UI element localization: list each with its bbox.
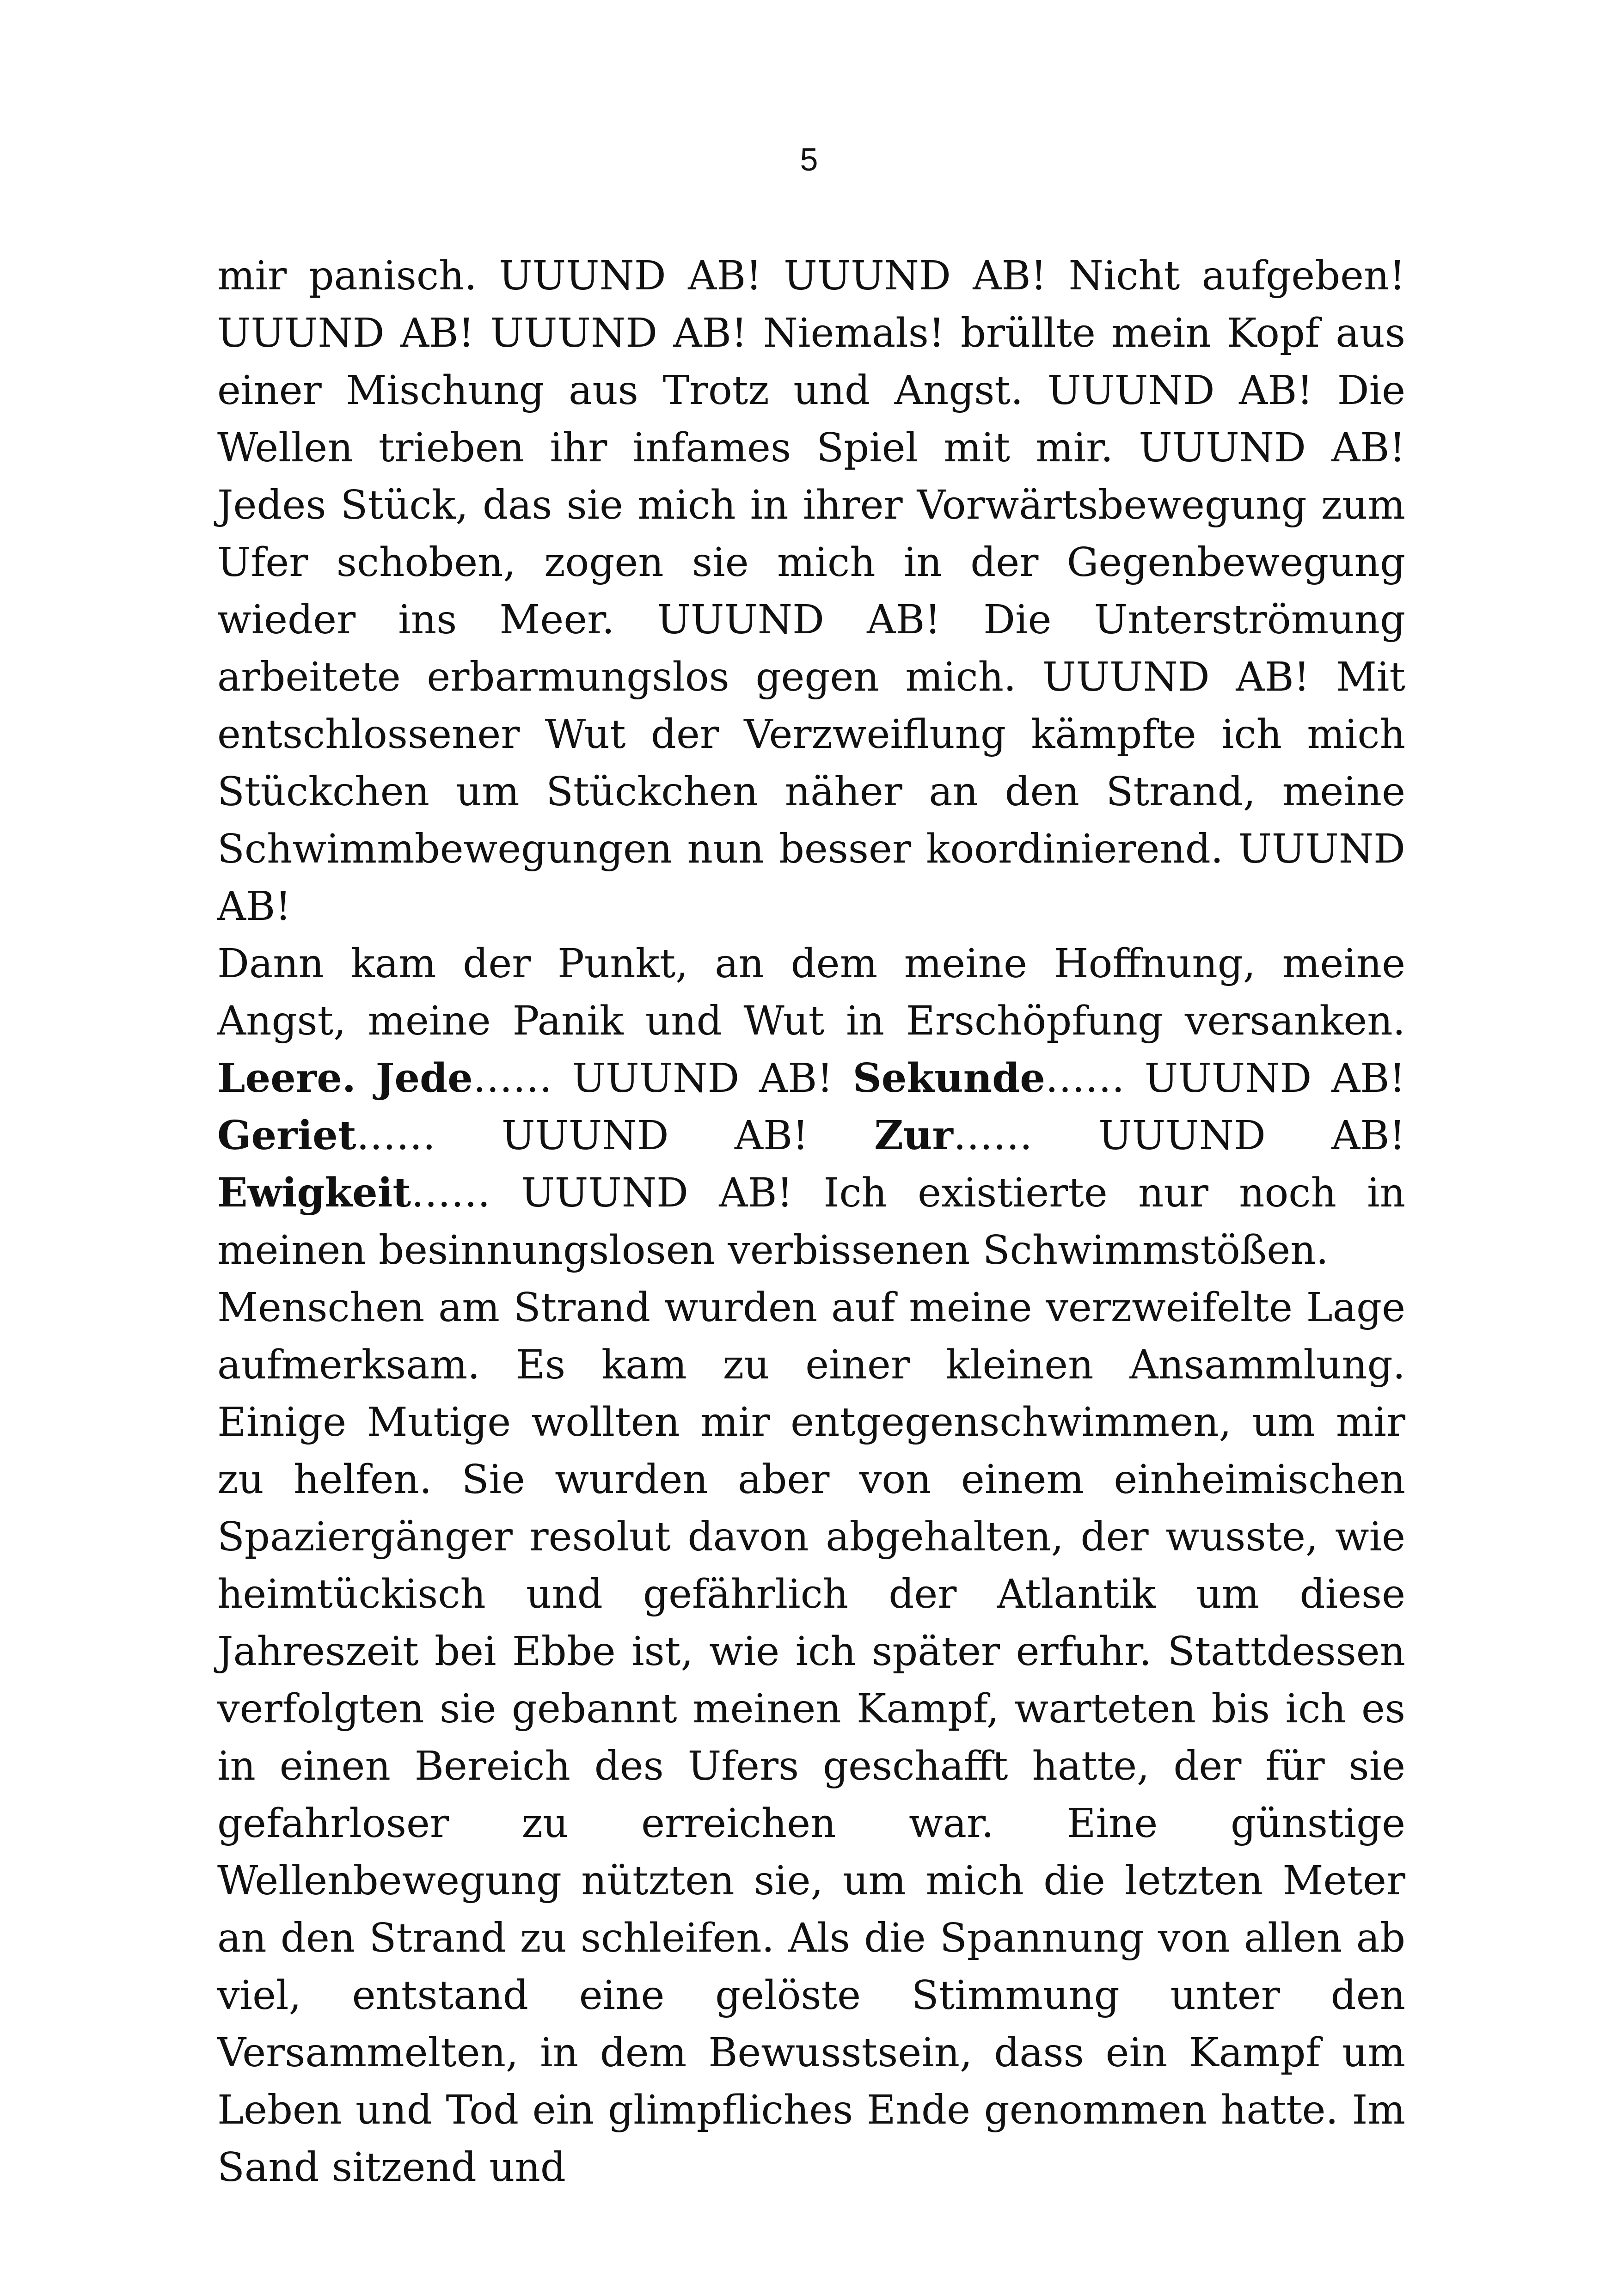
bold-word: Sekunde (852, 1055, 1045, 1102)
text-segment: …… UUUND AB! (472, 1055, 853, 1102)
text-segment (356, 1055, 376, 1102)
text-segment: …… UUUND AB! (953, 1113, 1405, 1159)
bold-word: Geriet (217, 1112, 356, 1159)
text-segment: mir panisch. UUUND AB! UUUND AB! Nicht aufgeben! UUUND AB! UUUND AB! Niemals! brüllte mein Kopf aus einer Mischung aus Trotz und Angst. UUUND AB! Die Wellen trieben ihr infames Spiel mit mir. UUUND AB! Jedes Stück, das sie mich in ihrer Vorwärtsbewegung zum Ufer schoben, zogen sie mich in der Gegenbewegung wieder ins Meer. UUUND AB! Die Unterströmung arbeitete erbarmungslos gegen mich. UUUND AB! Mit entschlossener Wut der Verzweiflung kämpfte ich mich Stückchen um Stückchen näher an den Strand, meine Schwimmbewegungen nun besser koordinierend. UUUND AB! (217, 253, 1405, 930)
paragraph-2 (217, 935, 1405, 1279)
bold-word: Jede (375, 1055, 473, 1102)
text-segment: …… UUUND AB! Ich existierte nur noch in meinen besinnungslosen verbissenen Schwimmstößen. (217, 1170, 1405, 1274)
bold-word: Zur (874, 1112, 953, 1159)
text-segment: …… UUUND AB! (356, 1113, 875, 1159)
text-segment: …… UUUND AB! (1045, 1055, 1405, 1102)
text-segment: Menschen am Strand wurden auf meine verzweifelte Lage aufmerksam. Es kam zu einer kleinen Ansammlung. Einige Mutige wollten mir entgegenschwimmen, um mir zu helfen. Sie wurden aber von einem einheimischen Spaziergänger resolut davon abgehalten, der wusste, wie heimtückisch und gefährlich der Atlantik um diese Jahreszeit bei Ebbe ist, wie ich später erfuhr. Stattdessen verfolgten sie gebannt meinen Kampf, warteten bis ich es in einen Bereich des Ufers geschafft hatte, der für sie gefahrloser zu erreichen war. Eine günstige Wellenbewegung nützten sie, um mich die letzten Meter an den Strand zu schleifen. Als die Spannung von allen ab viel, entstand eine gelöste Stimmung unter den Versammelten, in dem Bewusstsein, dass ein Kampf um Leben und Tod ein glimpfliches Ende genommen hatte. Im Sand sitzend und (217, 1285, 1405, 2191)
page-number: 5 (800, 141, 818, 178)
text-segment: Dann kam der Punkt, an dem meine Hoffnung, meine Angst, meine Panik und Wut in Erschöpfung versanken. (217, 941, 1405, 1044)
body-text (217, 247, 1405, 2196)
paragraph-1 (217, 247, 1405, 935)
bold-word: Leere. (217, 1055, 356, 1102)
paragraph-3 (217, 1279, 1405, 2196)
bold-word: Ewigkeit (217, 1169, 411, 1216)
